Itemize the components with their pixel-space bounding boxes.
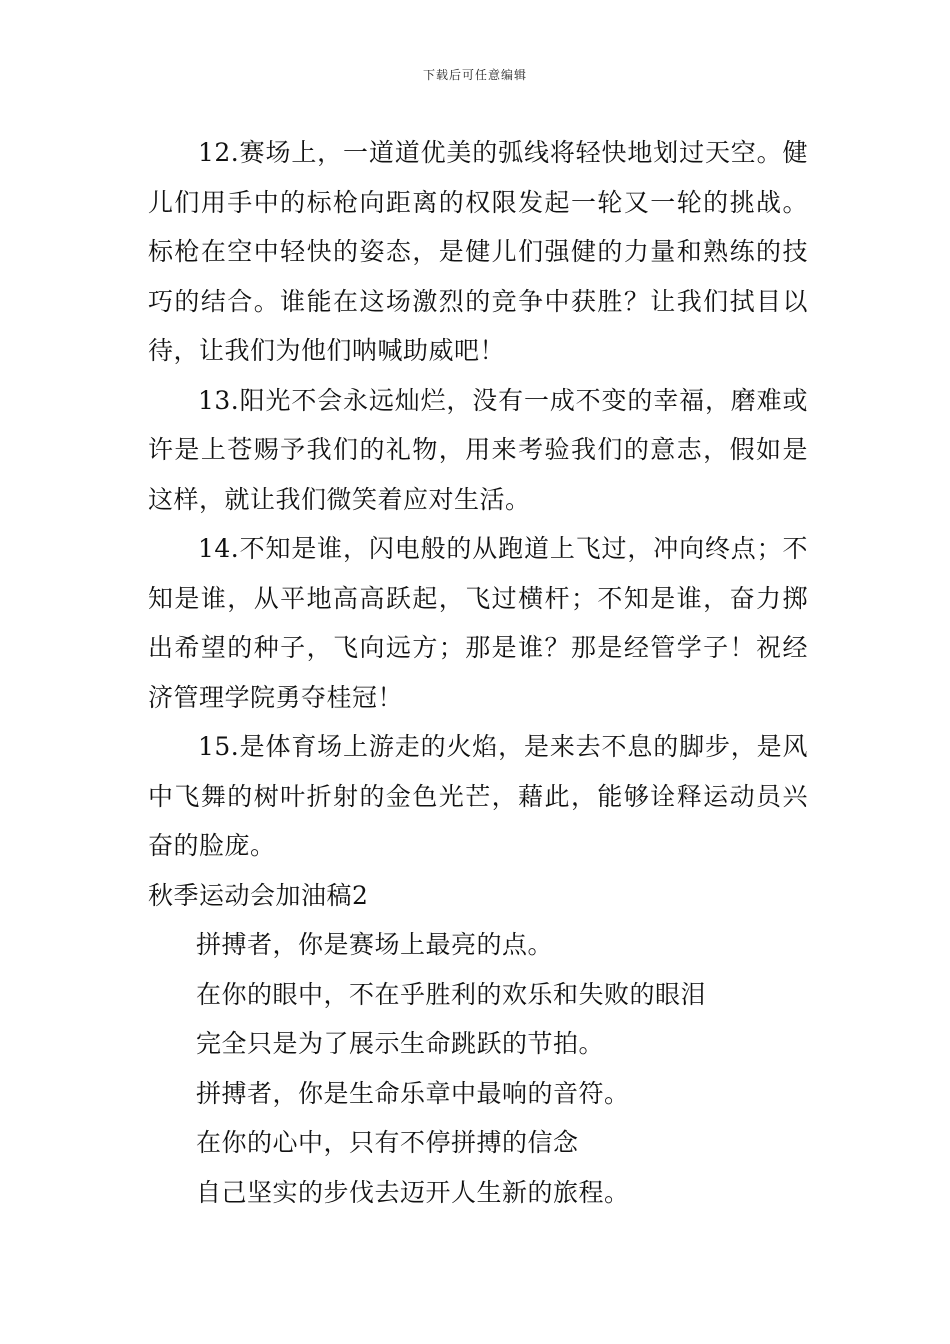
page-header: 下载后可任意编辑 [422, 68, 527, 82]
poem-line: 完全只是为了展示生命跳跃的节拍。 [196, 1029, 605, 1058]
paragraph-12: 12.赛场上，一道道优美的弧线将轻快地划过天空。健儿们用手中的标枪向距离的权限发起一轮又一轮的挑战。标枪在空中轻快的姿态，是健儿们强健的力量和熟练的技巧的结合。谁能在这场激烈的竞争中获胜？让我们拭目以待，让我们为他们呐喊助威吧！ [148, 138, 808, 365]
poem-line: 拼搏者，你是赛场上最亮的点。 [196, 930, 554, 959]
document-body [148, 128, 808, 1217]
paragraph-15: 15.是体育场上游走的火焰，是来去不息的脚步，是风中飞舞的树叶折射的金色光芒，藉此，能够诠释运动员兴奋的脸庞。 [148, 732, 808, 860]
poem-line: 在你的心中，只有不停拼搏的信念 [196, 1128, 579, 1157]
poem-line: 在你的眼中，不在乎胜利的欢乐和失败的眼泪 [196, 979, 707, 1009]
section-title: 秋季运动会加油稿2 [148, 880, 369, 910]
poem-line: 自己坚实的步伐去迈开人生新的旅程。 [196, 1177, 630, 1207]
poem-line: 拼搏者，你是生命乐章中最响的音符。 [196, 1078, 630, 1108]
paragraph-14: 14.不知是谁，闪电般的从跑道上飞过，冲向终点；不知是谁，从平地高高跃起，飞过横杆；不知是谁，奋力掷出希望的种子，飞向远方；那是谁？那是经管学子！祝经济管理学院勇夺桂冠！ [148, 534, 808, 712]
paragraph-13: 13.阳光不会永远灿烂，没有一成不变的幸福，磨难或许是上苍赐予我们的礼物，用来考验我们的意志，假如是这样，就让我们微笑着应对生活。 [148, 385, 808, 514]
